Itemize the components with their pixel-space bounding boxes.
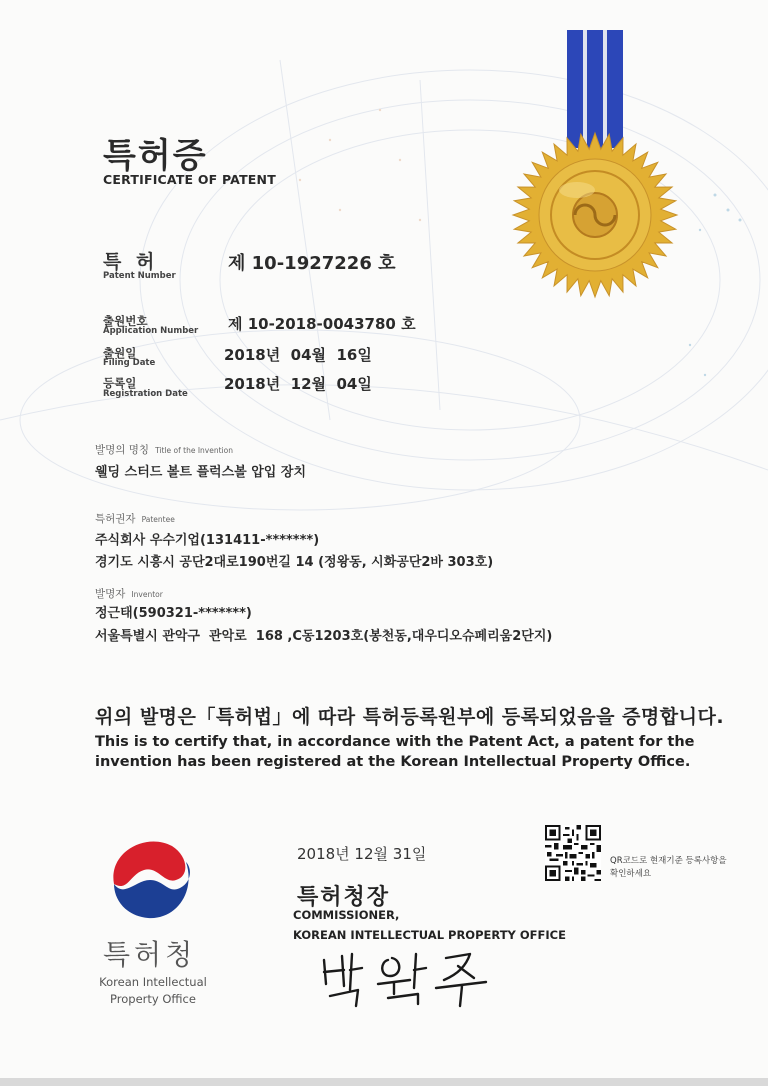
invention-label-en: Title of the Invention (155, 446, 233, 455)
inventor-label-en: Inventor (131, 590, 163, 599)
gold-seal-icon (505, 30, 685, 310)
filing-date-label: 출원일 (103, 346, 137, 360)
office-name-english: Korean Intellectual Property Office (99, 975, 207, 1006)
certificate-title: 특허증 (103, 136, 208, 176)
patent-number-label-en: Patent Number (103, 271, 176, 281)
scan-bottom-edge (0, 1078, 768, 1086)
invention-title: 웰딩 스터드 볼트 플럭스볼 압입 장치 (95, 465, 306, 480)
inventor-name: 정근태(590321-*******) (95, 606, 252, 621)
patentee-name: 주식회사 우수기업(131411-*******) (95, 533, 320, 548)
patentee-address: 경기도 시흥시 공단2대로190번길 14 (정왕동, 시화공단2바 303호) (95, 555, 494, 570)
qr-code-note: QR코드로 현재기준 등록사항을 확인하세요 (610, 856, 727, 879)
filing-date-value: 2018년 04월 16일 (224, 346, 372, 364)
qr-code-icon[interactable] (545, 825, 601, 881)
inventor-label-ko: 발명자 (95, 588, 126, 600)
office-name-korean: 특허청 (103, 938, 197, 971)
patentee-label-ko: 특허권자 (95, 513, 136, 525)
invention-label-ko: 발명의 명칭 (95, 444, 150, 456)
commissioner-title-en: COMMISSIONER, (293, 908, 400, 922)
filing-date-label-en: Filing Date (103, 358, 156, 368)
office-title-en: KOREAN INTELLECTUAL PROPERTY OFFICE (293, 928, 566, 942)
kipo-emblem-icon (106, 836, 194, 922)
registration-date-label-en: Registration Date (103, 389, 188, 399)
commissioner-title: 특허청장 (297, 885, 391, 910)
patentee-label (95, 511, 175, 526)
registration-date-label: 등록일 (103, 376, 137, 390)
invention-label (95, 442, 233, 457)
certificate-title-en: CERTIFICATE OF PATENT (103, 172, 276, 187)
statement-korean: 위의 발명은「특허법」에 따라 특허등록원부에 등록되었음을 증명합니다. (95, 706, 725, 728)
application-number-label-en: Application Number (103, 326, 199, 336)
application-number-value: 제 10-2018-0043780 호 (228, 315, 416, 333)
commissioner-signature (318, 940, 498, 1010)
patent-number-label: 특 허 (103, 251, 159, 273)
patent-number-value: 제 10-1927226 호 (228, 253, 396, 274)
inventor-label (95, 586, 163, 601)
registration-date-value: 2018년 12월 04일 (224, 375, 372, 393)
issue-date: 2018년 12월 31일 (297, 845, 427, 863)
application-number-label: 출원번호 (103, 314, 148, 328)
statement-english: This is to certify that, in accordance with the Patent Act, a patent for the invention has been registered at the Korean Intellectual Property Office. (95, 734, 695, 770)
inventor-address: 서울특별시 관악구 관악로 168 ,C동1203호(봉천동,대우디오슈페리움2단지) (95, 629, 553, 644)
patentee-label-en: Patentee (141, 515, 175, 524)
